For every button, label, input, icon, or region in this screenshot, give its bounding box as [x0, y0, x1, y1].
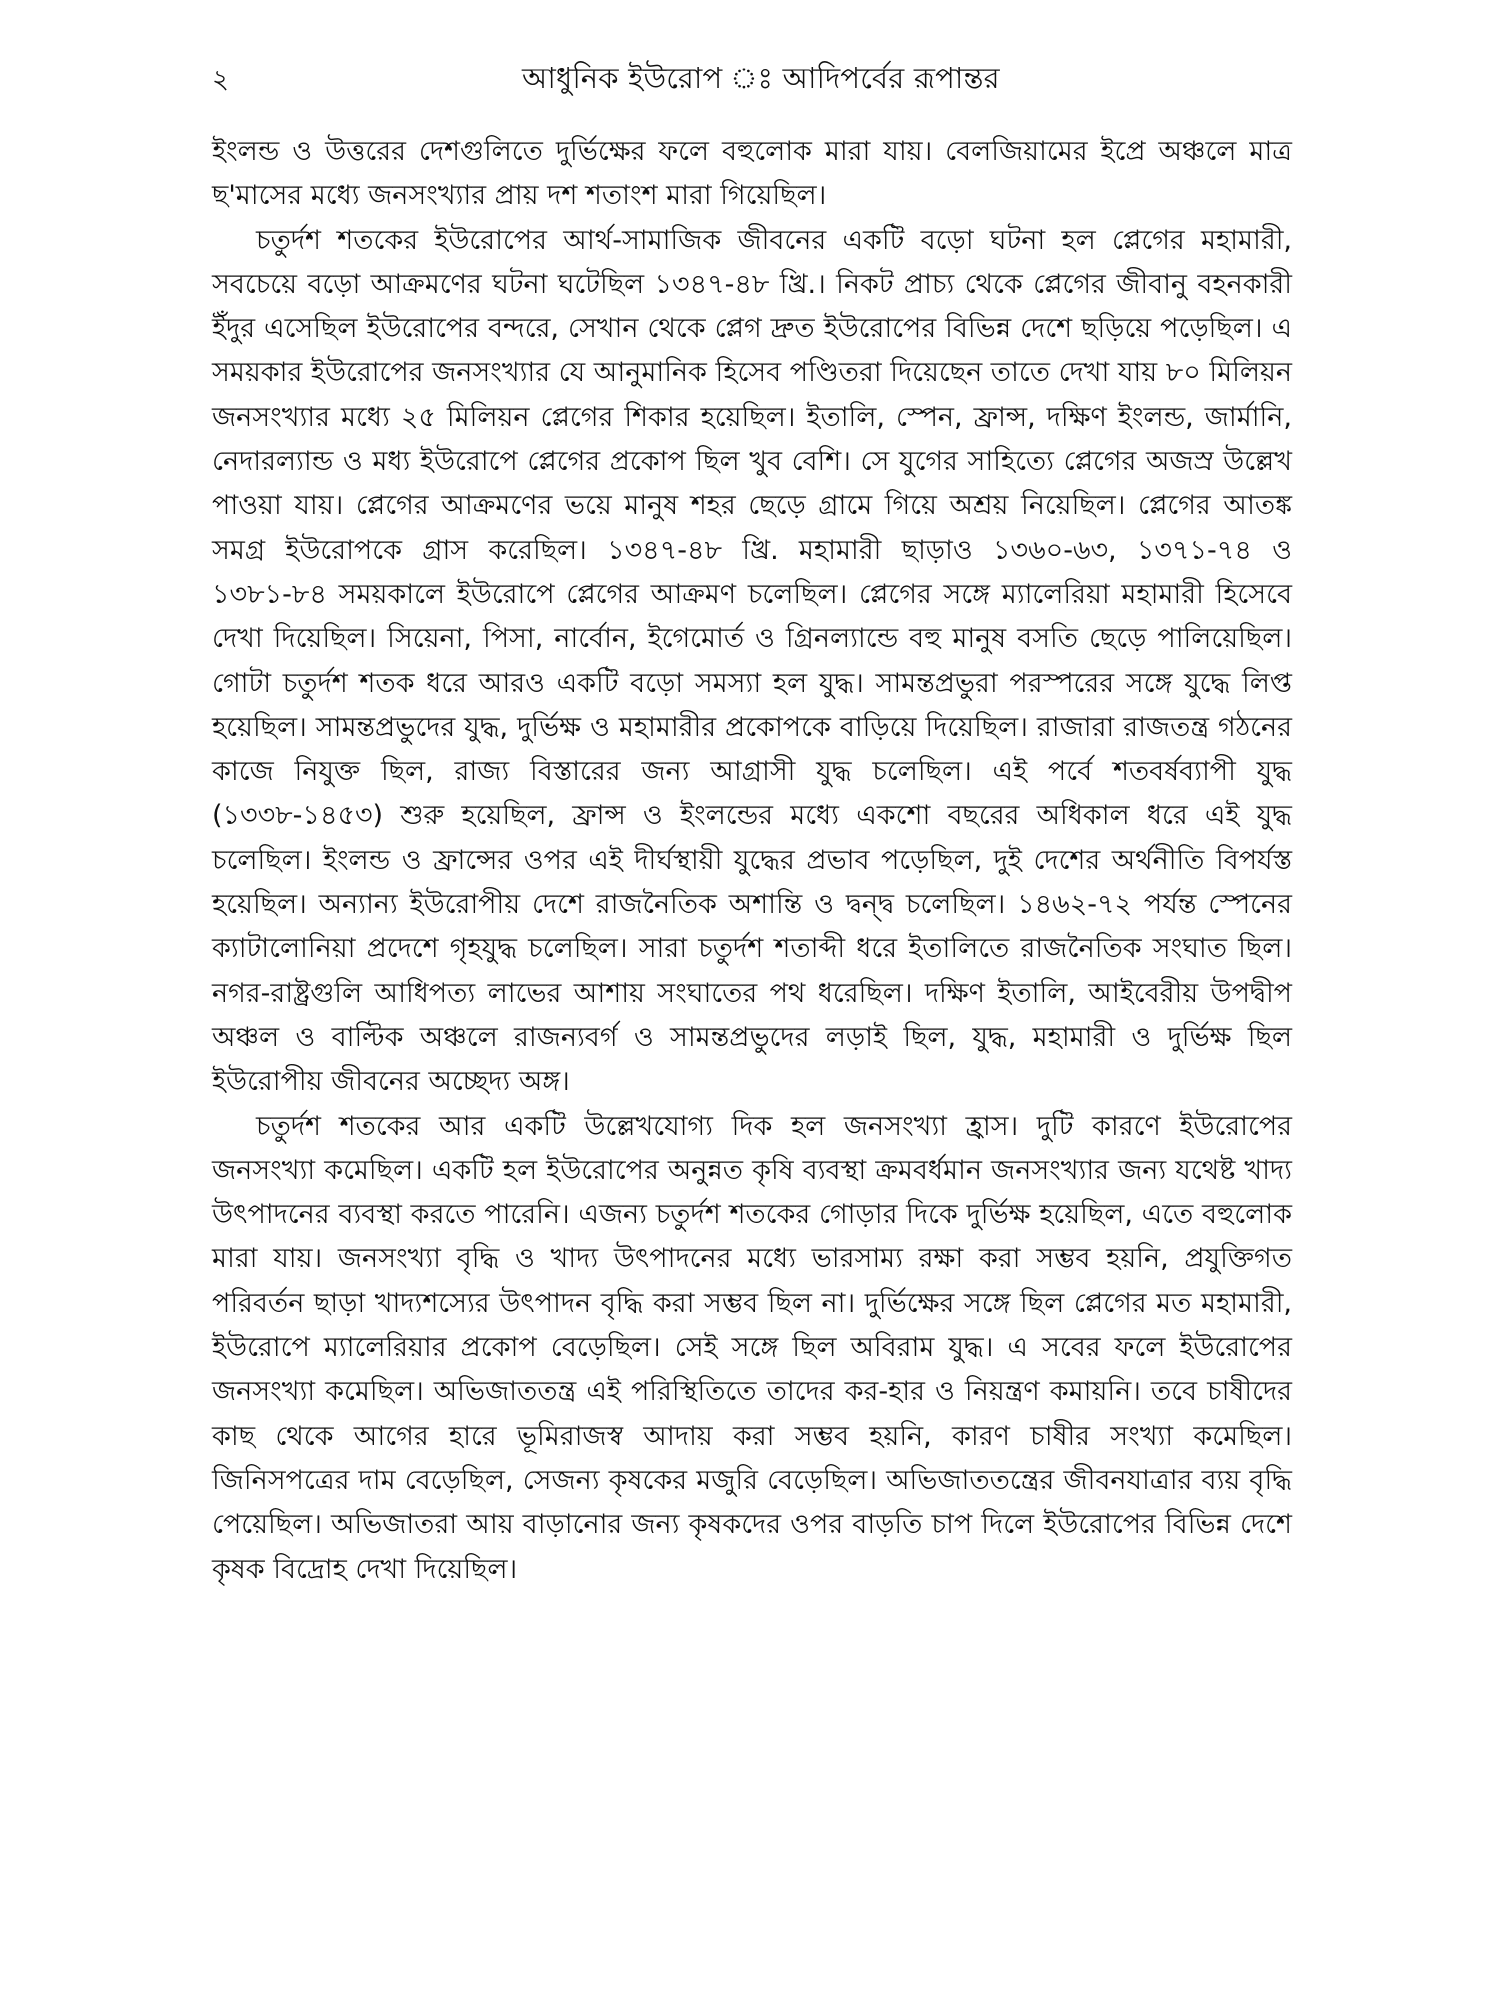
body-text: [212, 130, 1292, 1592]
paragraph-plague-and-war: চতুর্দশ শতকের ইউরোপের আর্থ-সামাজিক জীবনের একটি বড়ো ঘটনা হল প্লেগের মহামারী, সবচেয়ে বড়ো আক্রমণের ঘটনা ঘটেছিল ১৩৪৭-৪৮ খ্রি.। নিকট প্রাচ্য থেকে প্লেগের জীবানু বহনকারী ইঁদুর এসেছিল ইউরোপের বন্দরে, সেখান থেকে প্লেগ দ্রুত ইউরোপের বিভিন্ন দেশে ছড়িয়ে পড়েছিল। এ সময়কার ইউরোপের জনসংখ্যার যে আনুমানিক হিসেব পণ্ডিতরা দিয়েছেন তাতে দেখা যায় ৮০ মিলিয়ন জনসংখ্যার মধ্যে ২৫ মিলিয়ন প্লেগের শিকার হয়েছিল। ইতালি, স্পেন, ফ্রান্স, দক্ষিণ ইংলন্ড, জার্মানি, নেদারল্যান্ড ও মধ্য ইউরোপে প্লেগের প্রকোপ ছিল খুব বেশি। সে যুগের সাহিত্যে প্লেগের অজস্র উল্লেখ পাওয়া যায়। প্লেগের আক্রমণের ভয়ে মানুষ শহর ছেড়ে গ্রামে গিয়ে অশ্রয় নিয়েছিল। প্লেগের আতঙ্ক সমগ্র ইউরোপকে গ্রাস করেছিল। ১৩৪৭-৪৮ খ্রি. মহামারী ছাড়াও ১৩৬০-৬৩, ১৩৭১-৭৪ ও ১৩৮১-৮৪ সময়কালে ইউরোপে প্লেগের আক্রমণ চলেছিল। প্লেগের সঙ্গে ম্যালেরিয়া মহামারী হিসেবে দেখা দিয়েছিল। সিয়েনা, পিসা, নার্বোন, ইগেমোর্ত ও গ্রিনল্যান্ডে বহু মানুষ বসতি ছেড়ে পালিয়েছিল। গোটা চতুর্দশ শতক ধরে আরও একটি বড়ো সমস্যা হল যুদ্ধ। সামন্তপ্রভুরা পরস্পরের সঙ্গে যুদ্ধে লিপ্ত হয়েছিল। সামন্তপ্রভুদের যুদ্ধ, দুর্ভিক্ষ ও মহামারীর প্রকোপকে বাড়িয়ে দিয়েছিল। রাজারা রাজতন্ত্র গঠনের কাজে নিযুক্ত ছিল, রাজ্য বিস্তারের জন্য আগ্রাসী যুদ্ধ চলেছিল। এই পর্বে শতবর্ষব্যাপী যুদ্ধ (১৩৩৮-১৪৫৩) শুরু হয়েছিল, ফ্রান্স ও ইংলন্ডের মধ্যে একশো বছরের অধিকাল ধরে এই যুদ্ধ চলেছিল। ইংলন্ড ও ফ্রান্সের ওপর এই দীর্ঘস্থায়ী যুদ্ধের প্রভাব পড়েছিল, দুই দেশের অর্থনীতি বিপর্যস্ত হয়েছিল। অন্যান্য ইউরোপীয় দেশে রাজনৈতিক অশান্তি ও দ্বন্দ্ব চলেছিল। ১৪৬২-৭২ পর্যন্ত স্পেনের ক্যাটালোনিয়া প্রদেশে গৃহযুদ্ধ চলেছিল। সারা চতুর্দশ শতাব্দী ধরে ইতালিতে রাজনৈতিক সংঘাত ছিল। নগর-রাষ্ট্রগুলি আধিপত্য লাভের আশায় সংঘাতের পথ ধরেছিল। দক্ষিণ ইতালি, আইবেরীয় উপদ্বীপ অঞ্চল ও বাল্টিক অঞ্চলে রাজন্যবর্গ ও সামন্তপ্রভুদের লড়াই ছিল, যুদ্ধ, মহামারী ও দুর্ভিক্ষ ছিল ইউরোপীয় জীবনের অচ্ছেদ্য অঙ্গ।: [212, 224, 1292, 1098]
book-title: আধুনিক ইউরোপ ঃ আদিপর্বের রূপান্তর: [522, 61, 1000, 95]
paragraph-continued: ইংলন্ড ও উত্তরের দেশগুলিতে দুর্ভিক্ষের ফলে বহুলোক মারা যায়। বেলজিয়ামের ইপ্রে অঞ্চলে মাত্র ছ'মাসের মধ্যে জনসংখ্যার প্রায় দশ শতাংশ মারা গিয়েছিল।: [212, 136, 1292, 212]
paragraph-population-decline: চতুর্দশ শতকের আর একটি উল্লেখযোগ্য দিক হল জনসংখ্যা হ্রাস। দুটি কারণে ইউরোপের জনসংখ্যা কমেছিল। একটি হল ইউরোপের অনুন্নত কৃষি ব্যবস্থা ক্রমবর্ধমান জনসংখ্যার জন্য যথেষ্ট খাদ্য উৎপাদনের ব্যবস্থা করতে পারেনি। এজন্য চতুর্দশ শতকের গোড়ার দিকে দুর্ভিক্ষ হয়েছিল, এতে বহুলোক মারা যায়। জনসংখ্যা বৃদ্ধি ও খাদ্য উৎপাদনের মধ্যে ভারসাম্য রক্ষা করা সম্ভব হয়নি, প্রযুক্তিগত পরিবর্তন ছাড়া খাদ্যশস্যের উৎপাদন বৃদ্ধি করা সম্ভব ছিল না। দুর্ভিক্ষের সঙ্গে ছিল প্লেগের মত মহামারী, ইউরোপে ম্যালেরিয়ার প্রকোপ বেড়েছিল। সেই সঙ্গে ছিল অবিরাম যুদ্ধ। এ সবের ফলে ইউরোপের জনসংখ্যা কমেছিল। অভিজাততন্ত্র এই পরিস্থিতিতে তাদের কর-হার ও নিয়ন্ত্রণ কমায়নি। তবে চাষীদের কাছ থেকে আগের হারে ভূমিরাজস্ব আদায় করা সম্ভব হয়নি, কারণ চাষীর সংখ্যা কমেছিল। জিনিসপত্রের দাম বেড়েছিল, সেজন্য কৃষকের মজুরি বেড়েছিল। অভিজাততন্ত্রের জীবনযাত্রার ব্যয় বৃদ্ধি পেয়েছিল। অভিজাতরা আয় বাড়ানোর জন্য কৃষকদের ওপর বাড়তি চাপ দিলে ইউরোপের বিভিন্ন দেশে কৃষক বিদ্রোহ দেখা দিয়েছিল।: [212, 1110, 1292, 1585]
running-header: [212, 52, 1292, 112]
page-number: ২: [212, 65, 229, 95]
